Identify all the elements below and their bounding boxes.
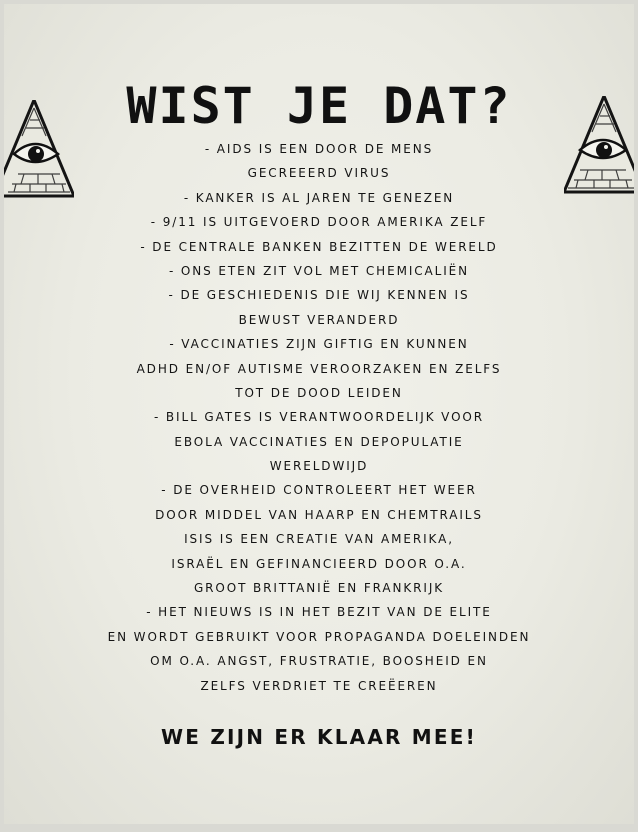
claim-line: - KANKER IS AL JAREN TE GENEZEN	[183, 190, 455, 205]
claim-line: DOOR MIDDEL VAN HAARP EN CHEMTRAILS	[155, 507, 483, 522]
claim-line: - DE GESCHIEDENIS DIE WIJ KENNEN IS	[168, 288, 470, 303]
claim-line: - VACCINATIES ZIJN GIFTIG EN KUNNEN	[169, 337, 469, 352]
claim-line: TOT DE DOOD LEIDEN	[235, 385, 403, 400]
claim-line: ADHD EN/OF AUTISME VEROORZAKEN EN ZELFS	[136, 361, 502, 376]
claim-line: - DE OVERHEID CONTROLEERT HET WEER	[161, 483, 477, 498]
claim-line: - 9/11 IS UITGEVOERD DOOR AMERIKA ZELF	[150, 215, 488, 230]
claim-line: - HET NIEUWS IS IN HET BEZIT VAN DE ELITE	[146, 605, 492, 620]
claim-line: OM O.A. ANGST, FRUSTRATIE, BOOSHEID EN	[150, 654, 488, 669]
closing-statement: WE ZIJN ER KLAAR MEE!	[161, 725, 477, 749]
poster-title: WIST JE DAT?	[126, 77, 512, 135]
poster	[4, 4, 634, 824]
claim-line: ISIS IS EEN CREATIE VAN AMERIKA,	[184, 532, 454, 547]
claim-line: - AIDS IS EEN DOOR DE MENS	[204, 142, 434, 156]
claim-line: - BILL GATES IS VERANTWOORDELIJK VOOR	[153, 410, 485, 425]
claim-line: - DE CENTRALE BANKEN BEZITTEN DE WERELD	[140, 239, 498, 254]
claim-line: ZELFS VERDRIET TE CREËEREN	[200, 678, 438, 693]
claim-line: ISRAËL EN GEFINANCIEERD DOOR O.A.	[171, 556, 467, 571]
claim-line: EBOLA VACCINATIES EN DEPOPULATIE	[174, 434, 464, 449]
claim-line: WERELDWIJD	[269, 459, 369, 474]
claim-line: EN WORDT GEBRUIKT VOOR PROPAGANDA DOELEINDEN	[107, 629, 531, 644]
claim-line: - ONS ETEN ZIT VOL MET CHEMICALIËN	[168, 263, 470, 278]
claims-list	[4, 137, 634, 698]
claim-line: BEWUST VERANDERD	[238, 312, 400, 327]
claim-line: GECREEERD VIRUS	[247, 166, 391, 181]
claim-line: GROOT BRITTANIË EN FRANKRIJK	[193, 581, 445, 596]
